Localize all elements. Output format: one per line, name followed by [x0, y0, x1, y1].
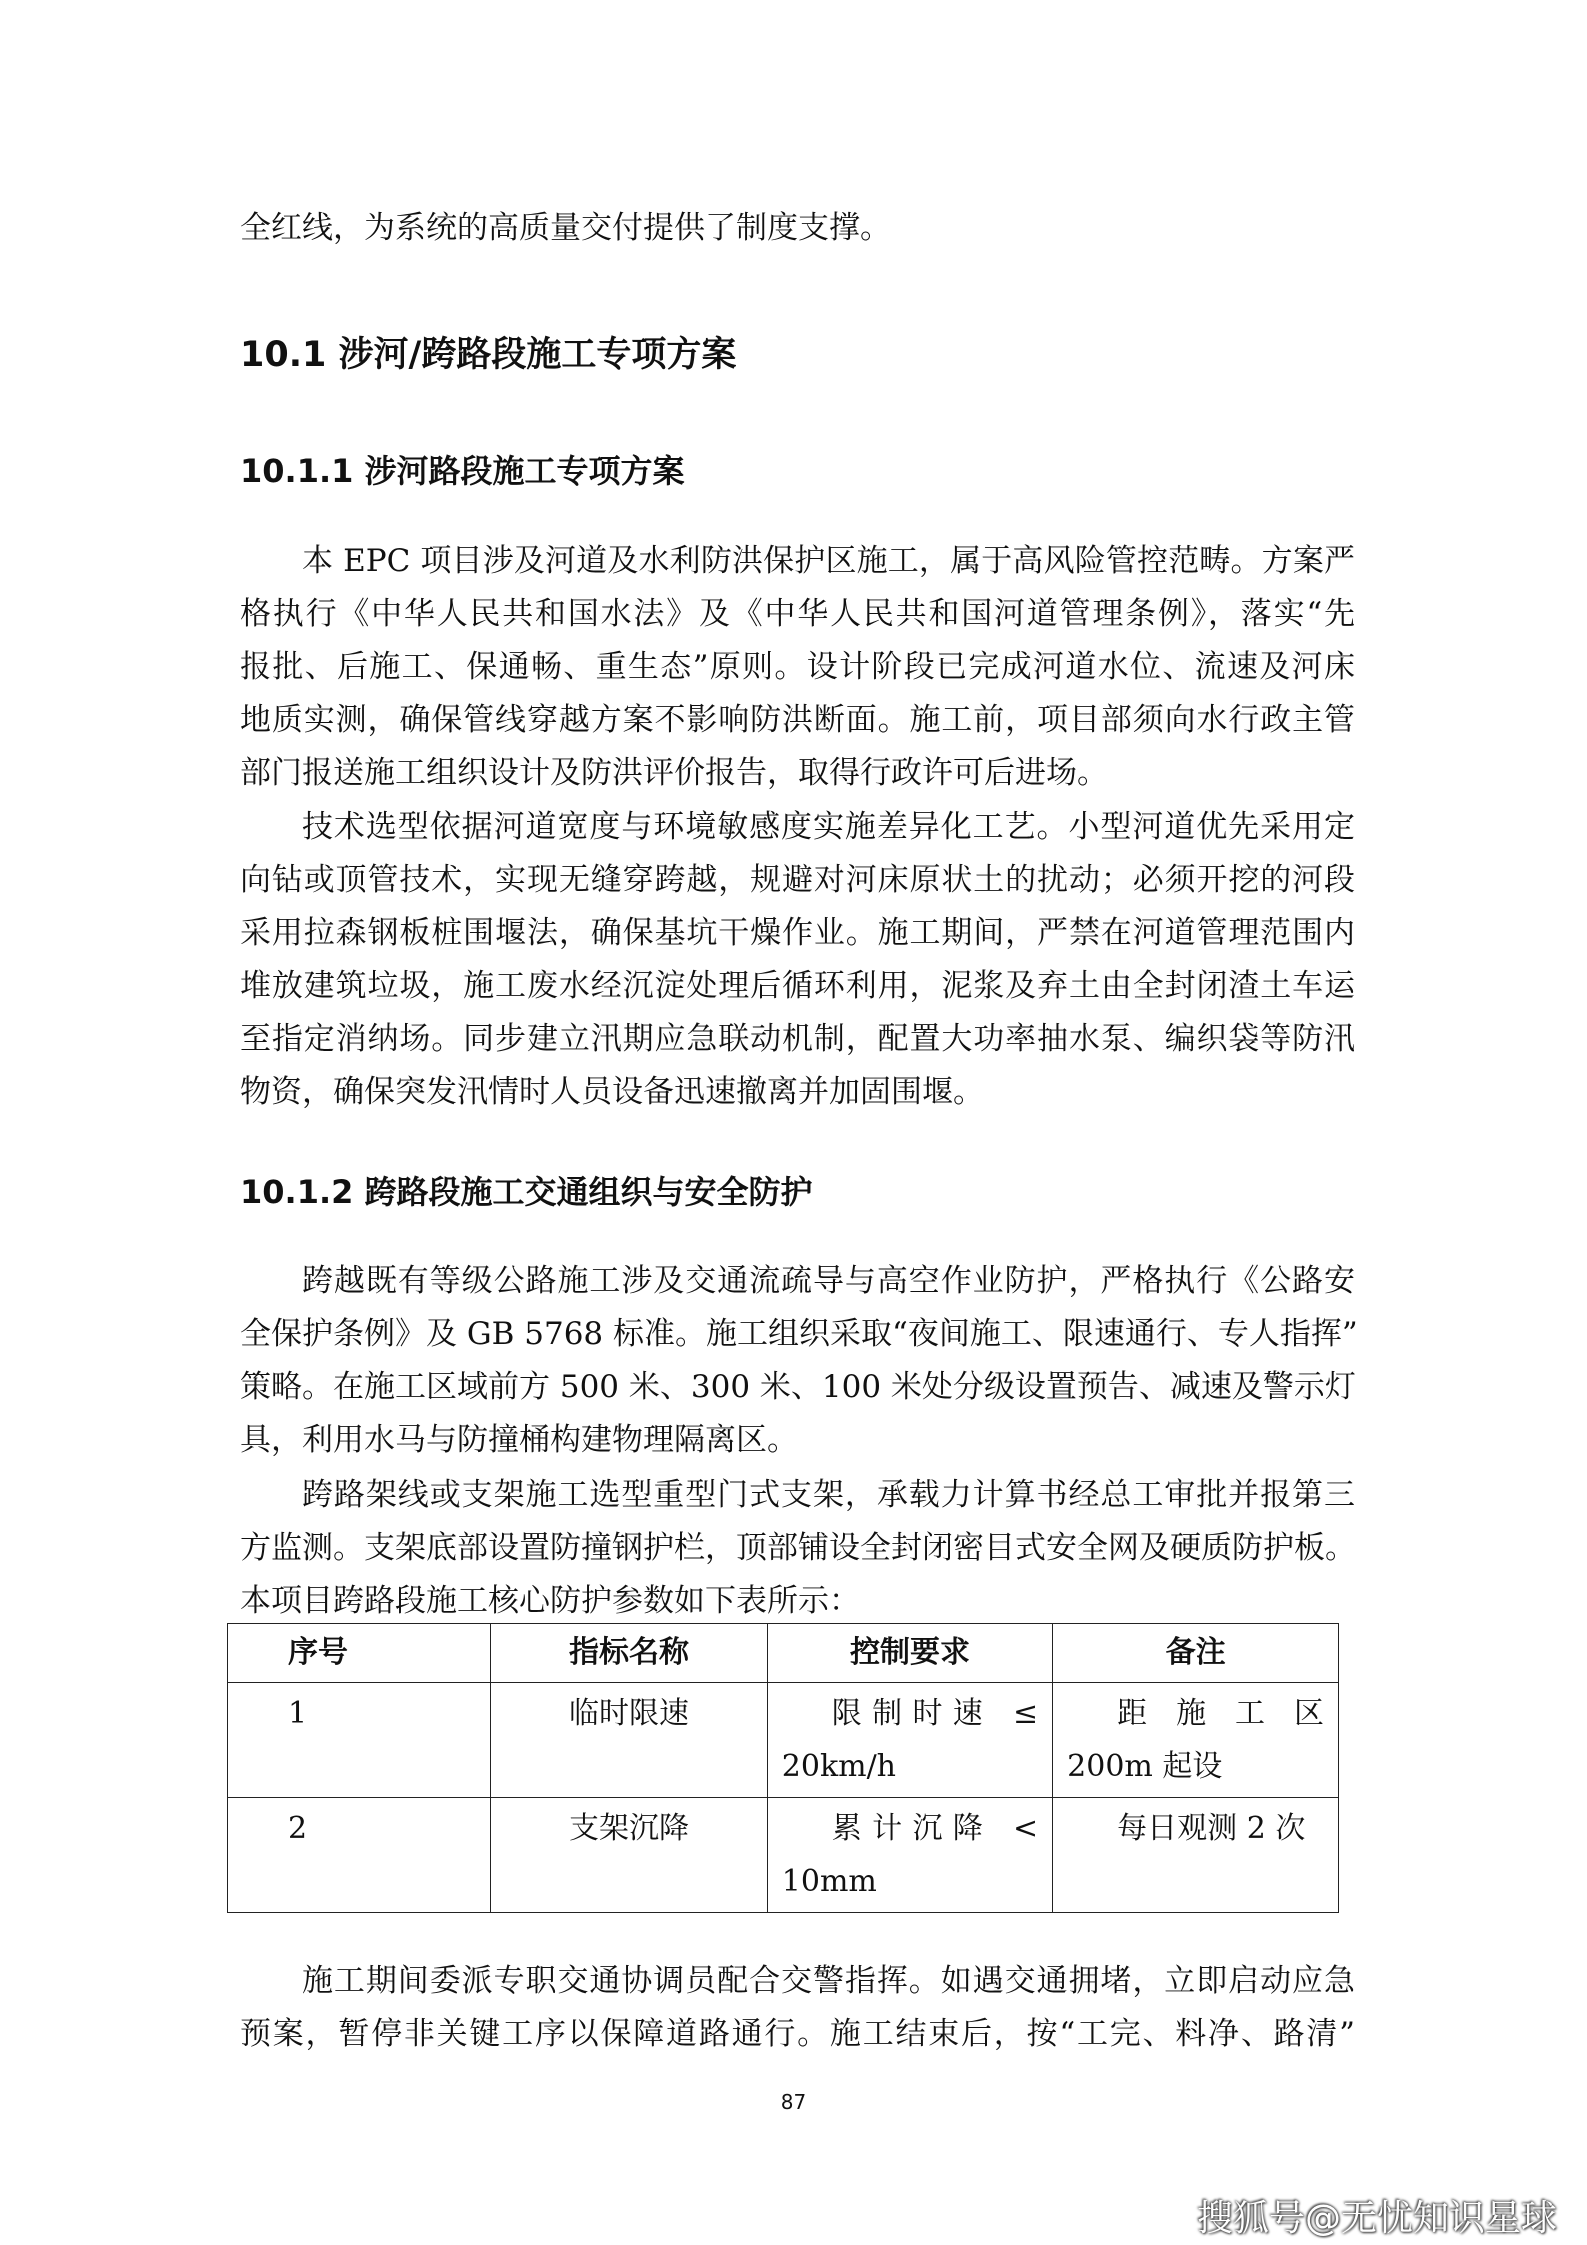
- page-number: 87: [780, 2090, 807, 2114]
- text-line: 方监测。支架底部设置防撞钢护栏，顶部铺设全封闭密目式安全网及硬质防护板。: [240, 1530, 1356, 1566]
- table-header-row: [228, 1624, 1339, 1683]
- header-name: 指标名称: [491, 1624, 768, 1683]
- cell-note: 每日观测 2 次: [1053, 1798, 1339, 1913]
- text-line: 具，利用水马与防撞桶构建物理隔离区。: [240, 1422, 798, 1458]
- watermark: 搜狐号@无忧知识星球: [1196, 2198, 1557, 2239]
- text-line: 采用拉森钢板桩围堰法，确保基坑干燥作业。施工期间，严禁在河道管理范围内: [240, 915, 1355, 951]
- text-line: 技术选型依据河道宽度与环境敏感度实施差异化工艺。小型河道优先采用定: [302, 809, 1355, 845]
- text-line: 部门报送施工组织设计及防洪评价报告，取得行政许可后进场。: [240, 755, 1108, 791]
- text-line: 策略。在施工区域前方 500 米、300 米、100 米处分级设置预告、减速及警示灯: [240, 1369, 1356, 1405]
- subsection-title-1: 10.1.1 涉河路段施工专项方案: [240, 452, 685, 490]
- text-line: 施工期间委派专职交通协调员配合交警指挥。如遇交通拥堵，立即启动应急: [302, 1963, 1355, 1999]
- text-line: 向钻或顶管技术，实现无缝穿跨越，规避对河床原状土的扰动；必须开挖的河段: [240, 862, 1355, 898]
- text-line: 报批、后施工、保通畅、重生态”原则。设计阶段已完成河道水位、流速及河床: [240, 649, 1355, 685]
- cell-name: 支架沉降: [491, 1798, 768, 1913]
- text-line: 本 EPC 项目涉及河道及水利防洪保护区施工，属于高风险管控范畴。方案严: [302, 543, 1355, 579]
- text-line: 跨路架线或支架施工选型重型门式支架，承载力计算书经总工审批并报第三: [302, 1477, 1355, 1513]
- text-line: 全保护条例》及 GB 5768 标准。施工组织采取“夜间施工、限速通行、专人指挥”: [240, 1316, 1358, 1352]
- text-line: 格执行《中华人民共和国水法》及《中华人民共和国河道管理条例》，落实“先: [240, 596, 1355, 632]
- header-note: 备注: [1053, 1624, 1339, 1683]
- header-no: 序号: [228, 1624, 491, 1683]
- table-row: [228, 1683, 1339, 1798]
- cell-requirement: 累计沉降 < 10mm: [767, 1798, 1052, 1913]
- cell-name: 临时限速: [491, 1683, 768, 1798]
- subsection-title-2: 10.1.2 跨路段施工交通组织与安全防护: [240, 1173, 813, 1211]
- text-line: 预案，暂停非关键工序以保障道路通行。施工结束后，按“工完、料净、路清”: [240, 2016, 1355, 2052]
- section-title: 10.1 涉河/跨路段施工专项方案: [240, 335, 737, 375]
- text-line: 物资，确保突发汛情时人员设备迅速撤离并加固围堰。: [240, 1074, 984, 1110]
- sub1-paragraph-2: [240, 801, 1355, 1119]
- intro-paragraph: 全红线，为系统的高质量交付提供了制度支撑。: [240, 210, 891, 246]
- cell-requirement: 限制时速 ≤ 20km/h: [767, 1683, 1052, 1798]
- sub1-paragraph-1: [240, 535, 1355, 800]
- text-line: 地质实测，确保管线穿越方案不影响防洪断面。施工前，项目部须向水行政主管: [240, 702, 1355, 738]
- text-line: 堆放建筑垃圾，施工废水经沉淀处理后循环利用，泥浆及弃土由全封闭渣土车运: [240, 968, 1355, 1004]
- cell-note: 距 施 工 区 200m 起设: [1053, 1683, 1339, 1798]
- sub2-paragraph-3: [240, 1955, 1355, 2061]
- cell-no: 2: [228, 1798, 491, 1913]
- protection-parameters-table: [227, 1623, 1339, 1913]
- sub2-paragraph-1: [240, 1255, 1358, 1467]
- cell-no: 1: [228, 1683, 491, 1798]
- text-line: 本项目跨路段施工核心防护参数如下表所示：: [240, 1583, 860, 1619]
- text-line: 至指定消纳场。同步建立汛期应急联动机制，配置大功率抽水泵、编织袋等防汛: [240, 1021, 1355, 1057]
- table-row: [228, 1798, 1339, 1913]
- sub2-paragraph-2: [240, 1469, 1355, 1628]
- header-requirement: 控制要求: [767, 1624, 1052, 1683]
- text-line: 跨越既有等级公路施工涉及交通流疏导与高空作业防护，严格执行《公路安: [302, 1263, 1355, 1299]
